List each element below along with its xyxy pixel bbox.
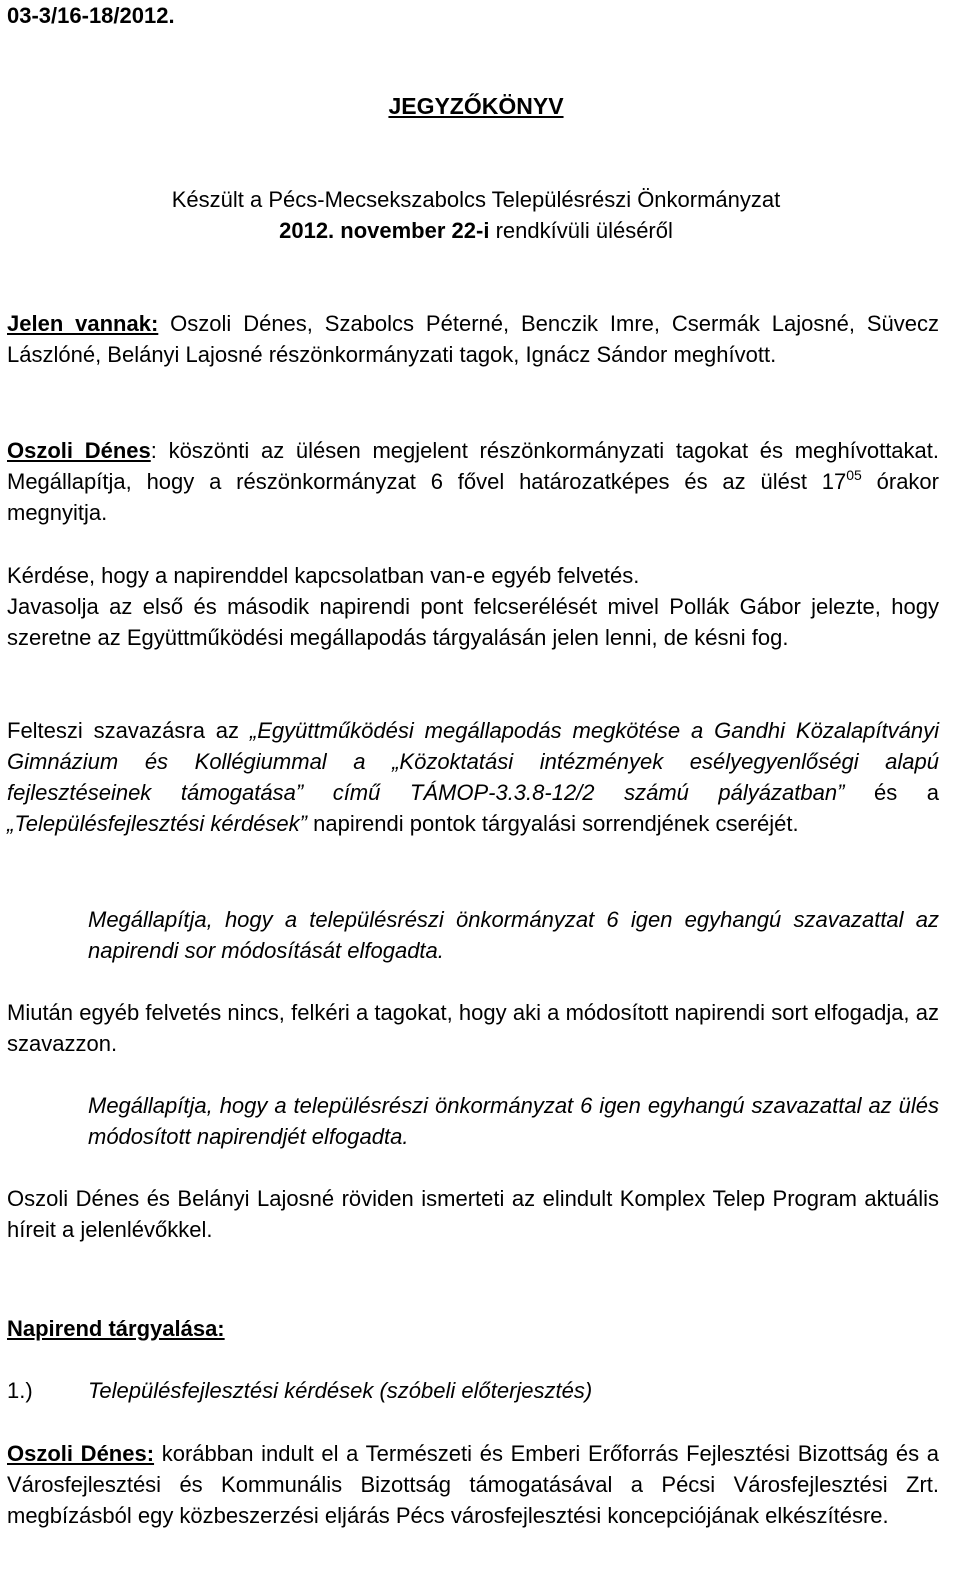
agenda-item-title-2: „Településfejlesztési kérdések” bbox=[7, 811, 307, 836]
decision-2: Megállapítja, hogy a településrészi önkormányzat 6 igen egyhangú szavazattal az ülés módosított napirendjét elfogadta. bbox=[88, 1093, 939, 1149]
subtitle-line-2 bbox=[0, 215, 952, 246]
attendees-text: Oszoli Dénes, Szabolcs Péterné, Benczik Imre, Csermák Lajosné, Süvecz Lászlóné, Belányi Lajosné részönkormányzati tagok, Ignácz Sándor meghívott. bbox=[7, 311, 940, 367]
program-news-paragraph: Oszoli Dénes és Belányi Lajosné röviden ismerteti az elindult Komplex Telep Program aktuális híreit a jelenlévőkkel. bbox=[7, 1186, 939, 1242]
meeting-type: rendkívüli üléséről bbox=[489, 218, 673, 243]
document-number: 03-3/16-18/2012. bbox=[7, 3, 175, 28]
attendees-paragraph bbox=[7, 308, 939, 370]
decision-1: Megállapítja, hogy a településrészi önkormányzat 6 igen egyhangú szavazattal az napirendi sor módosítását elfogadta. bbox=[88, 907, 939, 963]
vote-proposal-conj: és a bbox=[844, 780, 939, 805]
agenda-question-paragraph bbox=[7, 560, 939, 653]
discussion-speaker: Oszoli Dénes: bbox=[7, 1441, 155, 1466]
call-to-vote-paragraph: Miután egyéb felvetés nincs, felkéri a tagokat, hogy aki a módosított napirendi sort elfogadja, az szavazzon. bbox=[7, 1000, 939, 1056]
document-subtitle bbox=[0, 184, 952, 246]
agenda-item-title-1: „Együttműködési megállapodás megkötése a Gandhi Közalapítványi Gimnázium és Kollégiummal a „Közoktatási intézmények esélyegyenlőségi alapú fejlesztéseinek támogatása” című TÁMOP-3.3.8-12/2 számú pályázatban” bbox=[7, 718, 939, 805]
vote-proposal-end: napirendi pontok tárgyalási sorrendjének cseréjét. bbox=[307, 811, 799, 836]
speaker-name: Oszoli Dénes bbox=[7, 438, 151, 463]
agenda-discussion-paragraph bbox=[7, 1438, 939, 1531]
document-title: JEGYZŐKÖNYV bbox=[388, 93, 564, 119]
agenda-question-line: Kérdése, hogy a napirenddel kapcsolatban van-e egyéb felvetés. bbox=[7, 563, 640, 588]
agenda-item-1 bbox=[7, 1375, 592, 1406]
discussion-text: korábban indult el a Természeti és Emberi Erőforrás Fejlesztési Bizottság és a Városfejlesztési és Kommunális Bizottság támogatásával a Pécsi Városfejlesztési Zrt. megbízásból egy közbeszerzési eljárás Pécs városfejlesztési koncepciójának elkészítésre. bbox=[7, 1441, 939, 1528]
opening-paragraph bbox=[7, 435, 939, 528]
agenda-heading: Napirend tárgyalása: bbox=[7, 1316, 225, 1341]
opening-text-end: órakor megnyitja. bbox=[7, 469, 939, 525]
meeting-date: 2012. november 22-i bbox=[279, 218, 490, 243]
vote-proposal-paragraph bbox=[7, 715, 939, 839]
subtitle-line-1: Készült a Pécs-Mecsekszabolcs Településrészi Önkormányzat bbox=[171, 187, 781, 212]
agenda-item-number: 1.) bbox=[7, 1378, 33, 1403]
vote-proposal-text: Felteszi szavazásra az bbox=[7, 718, 250, 743]
agenda-swap-proposal: Javasolja az első és második napirendi pont felcserélését mivel Pollák Gábor jelezte, hogy szeretne az Együttműködési megállapodás tárgyalásán jelen lenni, de késni fog. bbox=[7, 594, 939, 650]
opening-text: : köszönti az ülésen megjelent részönkormányzati tagokat és meghívottakat. Megállapítja, hogy a részönkormányzat 6 fővel határozatképes és az ülést 17 bbox=[7, 438, 939, 494]
time-superscript: 05 bbox=[846, 467, 862, 483]
attendees-label: Jelen vannak: bbox=[7, 311, 159, 336]
agenda-item-text: Településfejlesztési kérdések (szóbeli előterjesztés) bbox=[88, 1378, 593, 1403]
